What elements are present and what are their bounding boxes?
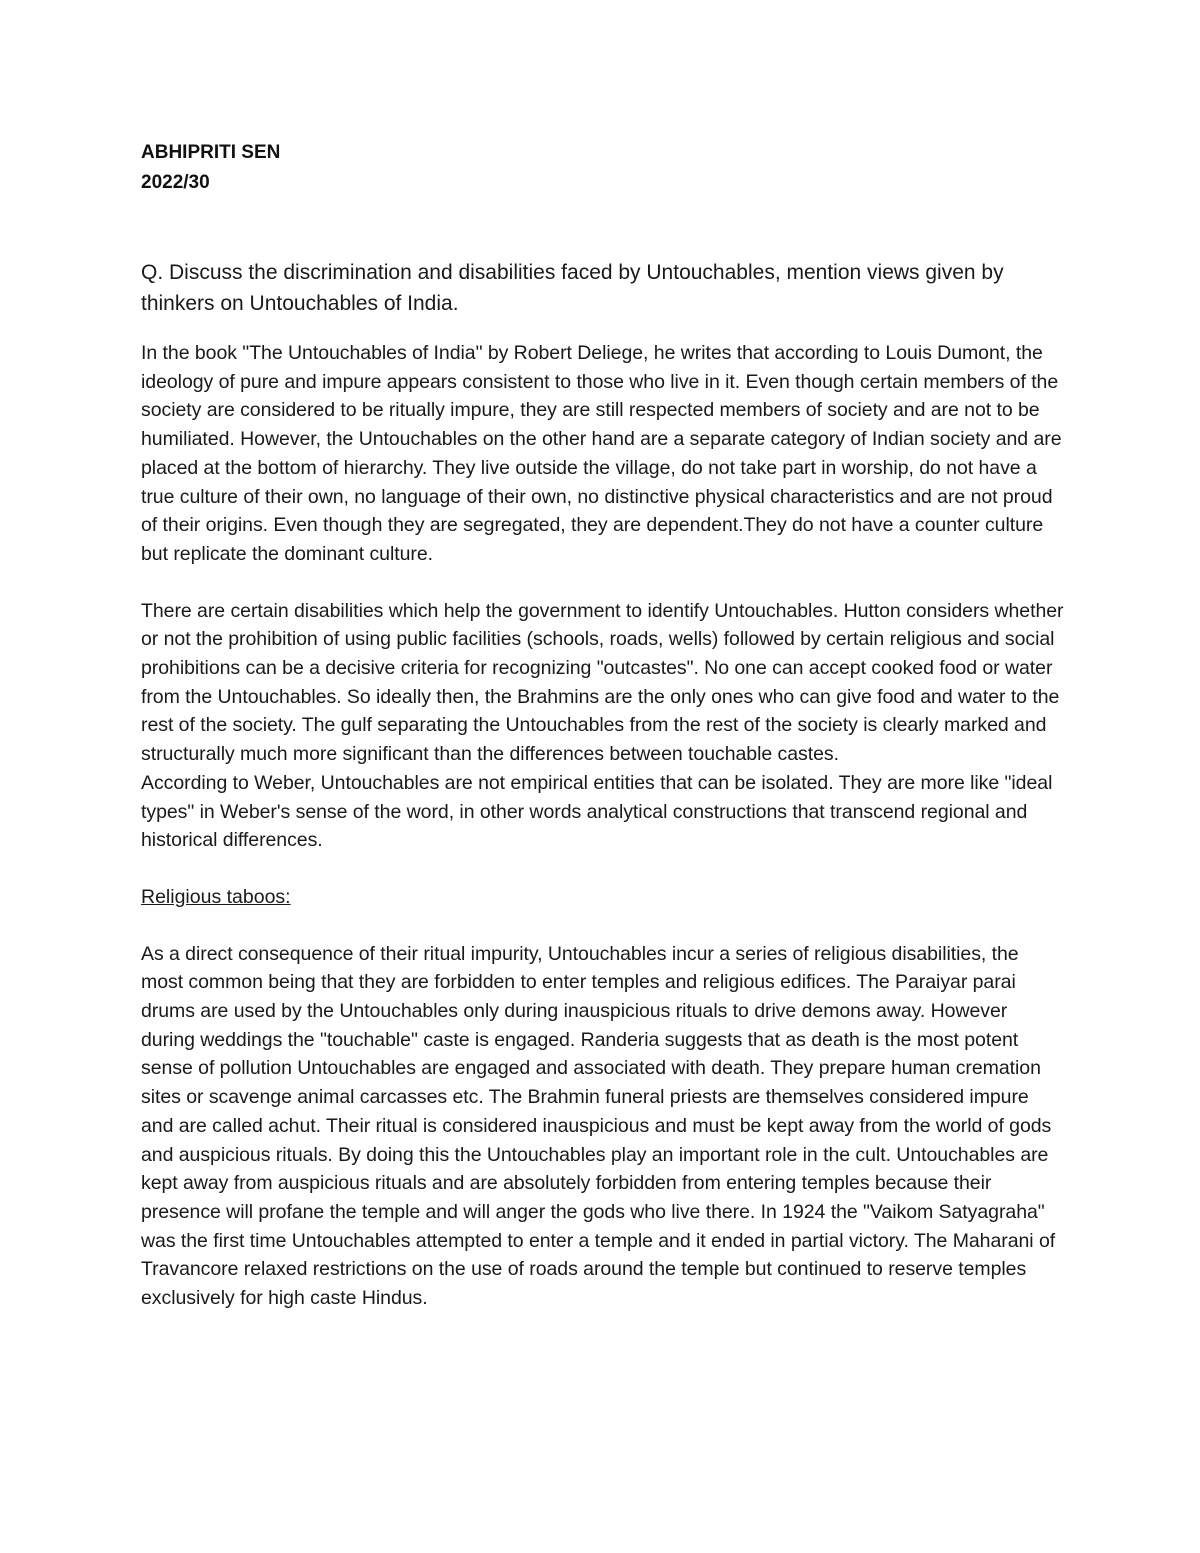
author-name: ABHIPRITI SEN: [141, 142, 281, 163]
document-page: [141, 138, 1066, 1313]
spacer: [141, 569, 1066, 597]
roll-number: 2022/30: [141, 172, 210, 193]
paragraph-hutton: There are certain disabilities which help the government to identify Untouchables. Hutton considers whether or not the prohibition of using public facilities (schools, roads, wells) followed by certain religious and social prohibitions can be a decisive criteria for recognizing "outcastes". No one can accept cooked food or water from the Untouchables. So ideally then, the Brahmins are the only ones who can give food and water to the rest of the society. The gulf separating the Untouchables from the rest of the society is clearly marked and structurally much more significant than the differences between touchable castes.: [141, 599, 1064, 766]
question-text: Q. Discuss the discrimination and disabilities faced by Untouchables, mention views given by thinkers on Untouchables of India.: [141, 261, 1004, 315]
spacer: [141, 912, 1066, 940]
paragraph-dumont: In the book "The Untouchables of India" by Robert Deliege, he writes that according to Louis Dumont, the ideology of pure and impure appears consistent to those who live in it. Even though certain members of the society are considered to be ritually impure, they are still respected members of society and are not to be humiliated. However, the Untouchables on the other hand are a separate category of Indian society and are placed at the bottom of hierarchy. They live outside the village, do not take part in worship, do not have a true culture of their own, no language of their own, no distinctive physical characteristics and are not proud of their origins. Even though they are segregated, they are dependent.They do not have a counter culture but replicate the dominant culture.: [141, 342, 1062, 565]
spacer: [141, 319, 1066, 339]
paragraph-weber: According to Weber, Untouchables are not empirical entities that can be isolated. They are more like "ideal types" in Weber's sense of the word, in other words analytical constructions that transcend regional and historical differences.: [141, 771, 1053, 852]
section-heading-religious-taboos: Religious taboos:: [141, 885, 291, 908]
paragraph-religious-taboos: As a direct consequence of their ritual impurity, Untouchables incur a series of religious disabilities, the most common being that they are forbidden to enter temples and religious edifices. The Paraiyar parai drums are used by the Untouchables only during inauspicious rituals to drive demons away. However during weddings the "touchable" caste is engaged. Randeria suggests that as death is the most potent sense of pollution Untouchables are engaged and associated with death. They prepare human cremation sites or scavenge animal carcasses etc. The Brahmin funeral priests are themselves considered impure and are called achut. Their ritual is considered inauspicious and must be kept away from the world of gods and auspicious rituals. By doing this the Untouchables play an important role in the cult. Untouchables are kept away from auspicious rituals and are absolutely forbidden from entering temples because their presence will profane the temple and will anger the gods who live there. In 1924 the "Vaikom Satyagraha" was the first time Untouchables attempted to enter a temple and it ended in partial victory. The Maharani of Travancore relaxed restrictions on the use of roads around the temple but continued to reserve temples exclusively for high caste Hindus.: [141, 942, 1056, 1310]
spacer: [141, 855, 1066, 883]
